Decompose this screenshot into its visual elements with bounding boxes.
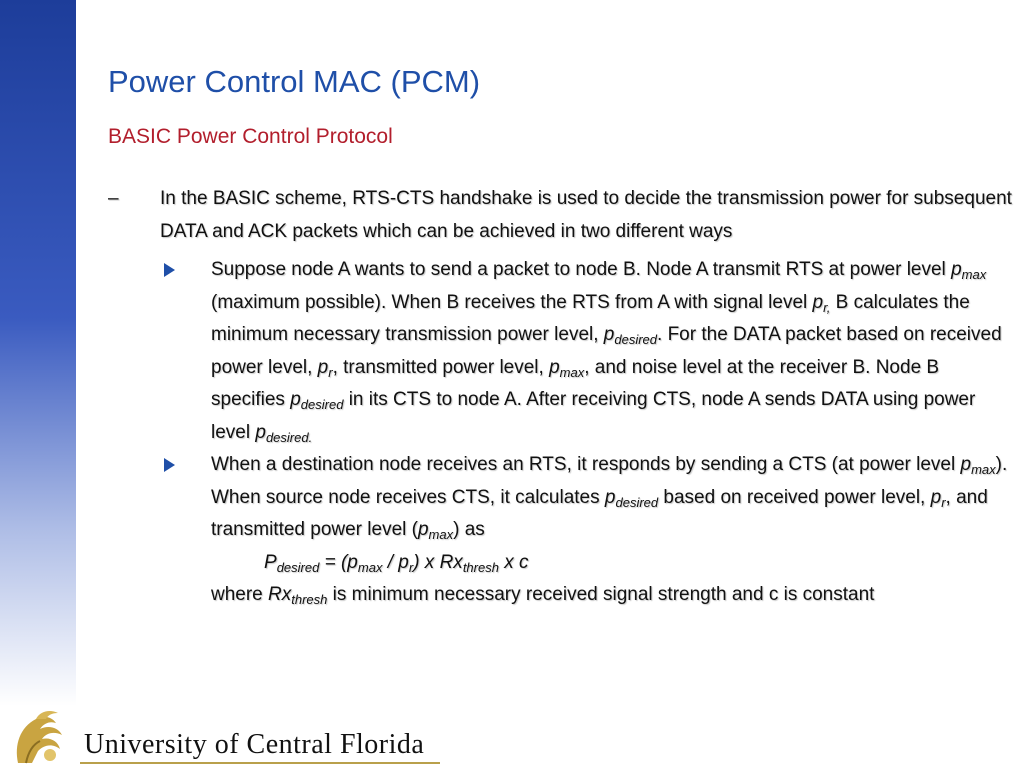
text-span: in its CTS to node A. After receiving CTS, node A sends DATA using power level: [211, 389, 976, 443]
var-p: p: [290, 389, 301, 410]
slide-body: [108, 183, 1013, 612]
formula-text: / p: [382, 551, 409, 573]
formula-text: ) x Rx: [413, 551, 463, 573]
text-span: ). When source node receives CTS, it calculates: [211, 454, 1008, 508]
sub-r: r: [941, 494, 946, 510]
var-p: p: [603, 324, 615, 345]
university-name: University of Central Florida: [84, 729, 425, 760]
sub-r: r: [408, 559, 414, 575]
dash-bullet: –: [108, 188, 119, 209]
sub-max: max: [559, 364, 585, 380]
slide-subtitle: BASIC Power Control Protocol: [108, 125, 393, 148]
footer-gold-rule: [80, 762, 440, 764]
text-span: is minimum necessary received signal strength and c is constant: [327, 584, 875, 605]
text-span: , and noise level at the receiver B. Node B specifies: [211, 356, 940, 410]
formula-P: P: [264, 551, 277, 573]
text-span: (maximum possible). When B receives the RTS from A with signal level: [211, 291, 813, 313]
sub-desired: desired: [615, 494, 659, 510]
pegasus-logo-icon: [6, 705, 76, 767]
text-span: where: [211, 584, 269, 605]
text-span: based on received power level,: [658, 486, 931, 508]
arrow-bullet-icon: [164, 458, 175, 472]
footer: [0, 703, 1024, 768]
text-span: When a destination node receives an RTS, it responds by sending a CTS (at power level: [211, 454, 961, 475]
text-span: ) as: [453, 519, 485, 540]
sub-r: r: [328, 364, 333, 380]
sub-desired: desired: [276, 559, 320, 575]
text-span: Suppose node A wants to send a packet to node B. Node A transmit RTS at power level: [211, 259, 952, 280]
var-p: p: [255, 421, 266, 443]
intro-text: In the BASIC scheme, RTS-CTS handshake is used to decide the transmission power for subsequent DATA and ACK packets which can be achieved in two different ways: [160, 188, 1012, 242]
sub-max: max: [357, 559, 383, 575]
formula-text: x c: [498, 551, 529, 573]
text-span: B calculates the minimum necessary transmission power level,: [211, 291, 970, 345]
left-accent-bar: [0, 0, 76, 706]
sub-thresh: thresh: [462, 559, 499, 575]
sub-desired: desired: [614, 332, 658, 347]
sub-max: max: [971, 462, 996, 477]
text-span: , and transmitted power level (: [211, 486, 988, 540]
arrow-bullet-icon: [164, 263, 175, 277]
var-p: p: [960, 454, 972, 475]
var-p: p: [549, 356, 560, 378]
sub-desired: desired: [300, 397, 344, 412]
sub-r: r,: [823, 299, 831, 315]
formula: [108, 547, 1013, 580]
var-p: p: [930, 486, 942, 508]
var-p: p: [812, 291, 824, 313]
where-line: [108, 579, 1013, 612]
var-rx: Rx: [268, 584, 292, 605]
formula-text: = (p: [319, 551, 358, 573]
var-p: p: [317, 356, 329, 378]
slide-title: Power Control MAC (PCM): [108, 64, 481, 99]
sub-max: max: [961, 267, 987, 282]
text-span: , transmitted power level,: [332, 356, 550, 378]
sub-bullet-2: [108, 449, 1013, 547]
sub-bullet-1: [108, 254, 1013, 449]
text-span: . For the DATA packet based on received power level,: [211, 324, 1002, 378]
var-p: p: [604, 486, 616, 508]
sub-max: max: [428, 527, 454, 542]
var-p: p: [417, 519, 429, 540]
bullet-intro: [108, 183, 1013, 248]
var-p: p: [951, 259, 962, 280]
sub-thresh: thresh: [291, 592, 328, 607]
sub-desired: desired.: [265, 429, 313, 445]
